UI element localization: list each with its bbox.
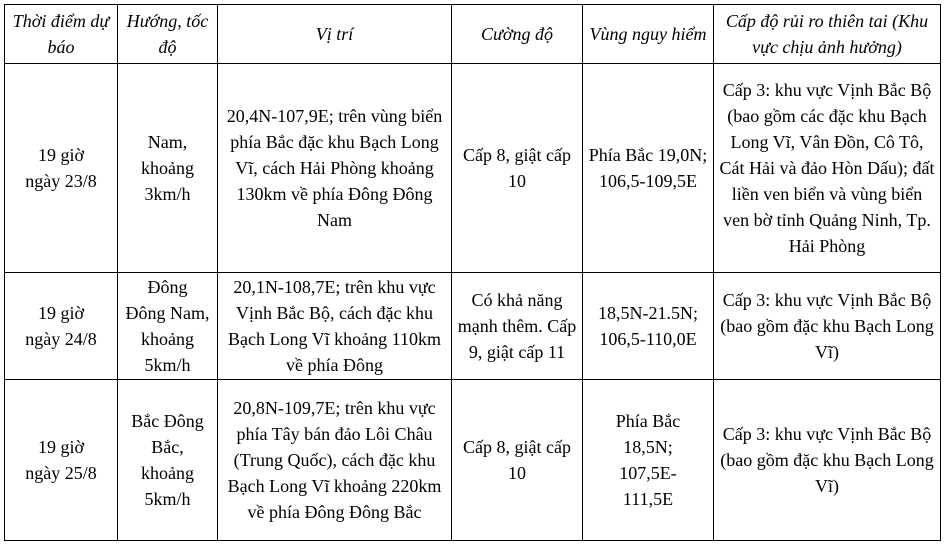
- cell-position: 20,4N-107,9E; trên vùng biển phía Bắc đặc khu Bạch Long Vĩ, cách Hải Phòng khoảng 130km về phía Đông Đông Nam: [218, 64, 452, 273]
- cell-intensity: Cấp 8, giật cấp 10: [452, 380, 583, 541]
- cell-time: 19 giờ ngày 23/8: [5, 64, 118, 273]
- header-forecast-time: Thời điểm dự báo: [5, 5, 118, 64]
- cell-danger-zone: Phía Bắc 19,0N; 106,5-109,5E: [583, 64, 714, 273]
- header-danger-zone: Vùng nguy hiểm: [583, 5, 714, 64]
- cell-intensity: Có khả năng mạnh thêm. Cấp 9, giật cấp 11: [452, 273, 583, 380]
- cell-intensity: Cấp 8, giật cấp 10: [452, 64, 583, 273]
- cell-danger-zone: Phía Bắc 18,5N; 107,5E- 111,5E: [583, 380, 714, 541]
- table-header-row: [5, 5, 941, 64]
- cell-position: 20,1N-108,7E; trên khu vực Vịnh Bắc Bộ, cách đặc khu Bạch Long Vĩ khoảng 110km về phía Đông: [218, 273, 452, 380]
- cell-direction: Đông Đông Nam, khoảng 5km/h: [118, 273, 218, 380]
- header-position: Vị trí: [218, 5, 452, 64]
- cell-danger-zone: 18,5N-21.5N; 106,5-110,0E: [583, 273, 714, 380]
- table-row: [5, 380, 941, 541]
- cell-position: 20,8N-109,7E; trên khu vực phía Tây bán đảo Lôi Châu (Trung Quốc), cách đặc khu Bạch Long Vĩ khoảng 220km về phía Đông Đông Bắc: [218, 380, 452, 541]
- table-row: [5, 64, 941, 273]
- header-direction-speed: Hướng, tốc độ: [118, 5, 218, 64]
- cell-risk: Cấp 3: khu vực Vịnh Bắc Bộ (bao gồm đặc khu Bạch Long Vĩ): [714, 380, 941, 541]
- cell-direction: Nam, khoảng 3km/h: [118, 64, 218, 273]
- header-intensity: Cường độ: [452, 5, 583, 64]
- cell-risk: Cấp 3: khu vực Vịnh Bắc Bộ (bao gồm đặc khu Bạch Long Vĩ): [714, 273, 941, 380]
- forecast-table-container: [4, 4, 941, 541]
- table-row: [5, 273, 941, 380]
- cell-risk: Cấp 3: khu vực Vịnh Bắc Bộ (bao gồm các đặc khu Bạch Long Vĩ, Vân Đồn, Cô Tô, Cát Hải và đảo Hòn Dấu); đất liền ven biển và vùng biển ven bờ tỉnh Quảng Ninh, Tp. Hải Phòng: [714, 64, 941, 273]
- cell-time: 19 giờ ngày 25/8: [5, 380, 118, 541]
- header-risk-level: Cấp độ rủi ro thiên tai (Khu vực chịu ảnh hưởng): [714, 5, 941, 64]
- cell-direction: Bắc Đông Bắc, khoảng 5km/h: [118, 380, 218, 541]
- storm-forecast-table: [4, 4, 941, 541]
- cell-time: 19 giờ ngày 24/8: [5, 273, 118, 380]
